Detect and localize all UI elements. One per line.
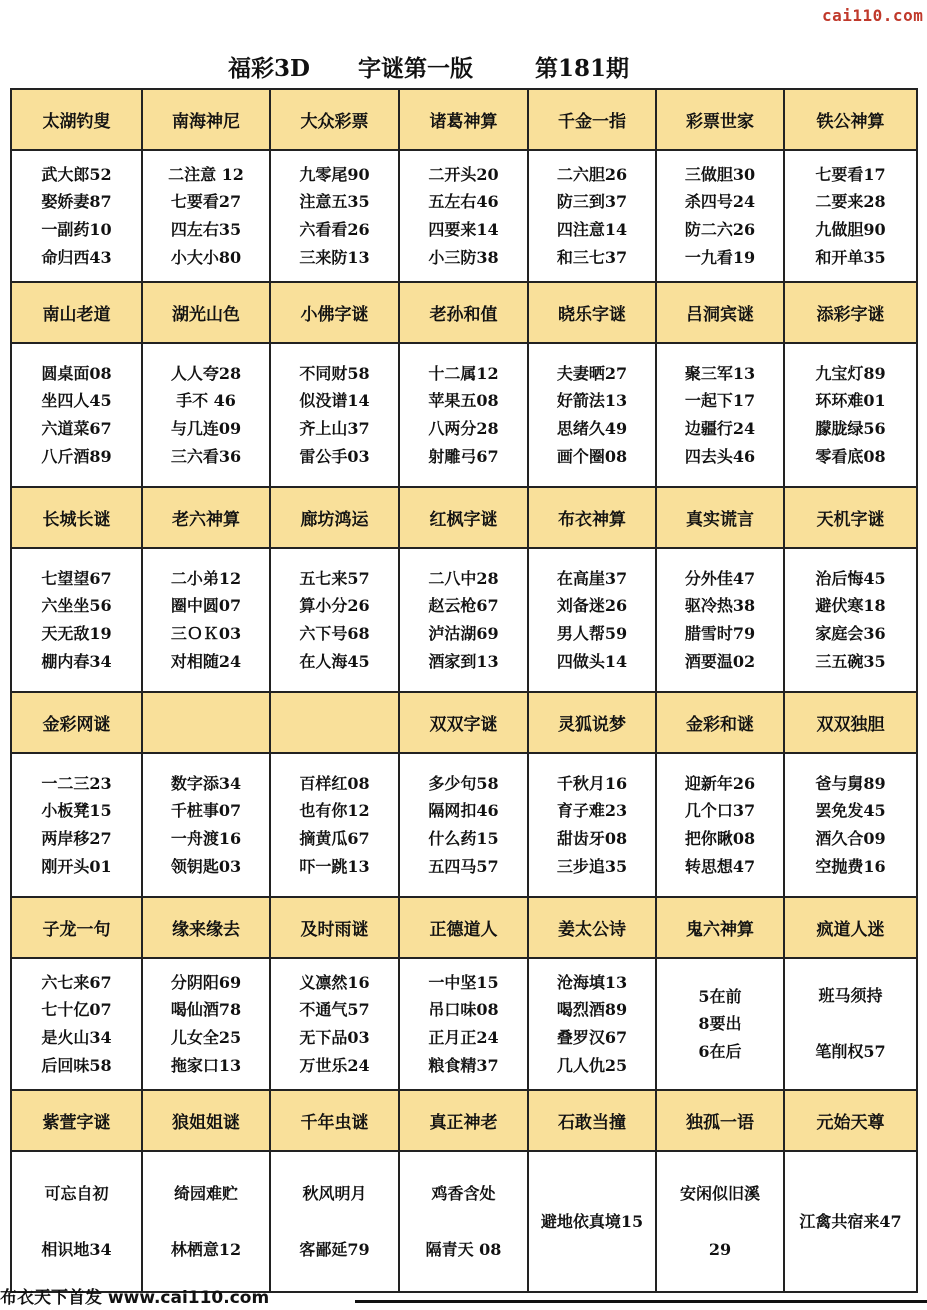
riddle-cell (142, 343, 270, 487)
riddle-line: 五四马57 (428, 856, 499, 876)
riddle-line: 把你瞅08 (684, 829, 756, 848)
riddle-line: 画个圈08 (556, 446, 628, 466)
riddle-line: 射雕弓67 (428, 446, 499, 466)
riddle-cell (11, 343, 142, 487)
riddle-line: 七要看27 (170, 192, 242, 212)
riddle-line: 二六胆26 (556, 164, 628, 184)
riddle-cell (784, 1151, 917, 1292)
riddle-line: 六七来67 (41, 972, 112, 992)
riddle-row (11, 343, 917, 487)
author-name-cell: 狼姐姐谜 (142, 1090, 270, 1151)
riddle-cell (399, 1151, 528, 1292)
author-name-cell: 红枫字谜 (399, 487, 528, 548)
riddle-line: 无下品03 (299, 1028, 370, 1047)
header-row (11, 282, 917, 343)
riddle-row (11, 1151, 917, 1292)
author-name-cell: 姜太公诗 (528, 897, 656, 958)
riddle-line: 在人海45 (299, 651, 370, 671)
riddle-line: 喝仙酒78 (170, 1000, 242, 1020)
riddle-cell (399, 548, 528, 692)
riddle-cell (656, 548, 784, 692)
riddle-cell (399, 958, 528, 1090)
author-name-cell: 双双独胆 (784, 692, 917, 753)
riddle-row (11, 548, 917, 692)
riddle-line: 小大小80 (170, 247, 242, 267)
riddle-line: 二开头20 (428, 164, 499, 184)
riddle-line: 二要来28 (815, 192, 886, 212)
riddle-line: 一中坚15 (428, 972, 499, 992)
riddle-line: 天无敌19 (41, 624, 112, 643)
riddle-line: 酒久合09 (815, 829, 886, 848)
riddle-line: 武大郎52 (41, 164, 112, 184)
riddle-line: 圈中圆07 (170, 596, 242, 616)
author-name-cell: 老孙和值 (399, 282, 528, 343)
riddle-line: 防二六26 (684, 220, 756, 239)
riddle-cell (11, 150, 142, 282)
riddle-line: 环环难01 (815, 391, 886, 411)
author-name-cell: 南海神尼 (142, 89, 270, 150)
riddle-cell (399, 150, 528, 282)
riddle-line: 九零尾90 (299, 164, 370, 184)
riddle-line: 和开单35 (815, 247, 886, 267)
title-lottery: 福彩3D (228, 55, 310, 82)
author-name-cell: 布衣神算 (528, 487, 656, 548)
riddle-line: 粮食精37 (428, 1055, 499, 1075)
author-name-cell: 千金一指 (528, 89, 656, 150)
author-name-cell: 真正神老 (399, 1090, 528, 1151)
riddle-line: 几人仇25 (556, 1055, 628, 1075)
author-name-cell: 天机字谜 (784, 487, 917, 548)
author-name-cell: 吕洞宾谜 (656, 282, 784, 343)
author-name-cell: 真实谎言 (656, 487, 784, 548)
riddle-line: 七要看17 (815, 164, 886, 184)
riddle-line: 六下号68 (299, 624, 370, 643)
riddle-line: 家庭会36 (815, 624, 886, 643)
author-name-cell: 正德道人 (399, 897, 528, 958)
riddle-line: 九做胆90 (815, 220, 886, 239)
riddle-line: 防三到37 (556, 192, 628, 212)
author-name-cell: 独孤一语 (656, 1090, 784, 1151)
riddle-line: 不通气57 (299, 1000, 370, 1020)
riddle-cell (142, 548, 270, 692)
riddle-cell (399, 753, 528, 897)
riddle-cell (11, 753, 142, 897)
riddle-line: 义凛然16 (299, 972, 370, 992)
riddle-line: 驱冷热38 (684, 596, 756, 616)
riddle-line: 爸与舅89 (815, 773, 886, 793)
riddle-line: 拖家口13 (170, 1055, 242, 1075)
header-row (11, 897, 917, 958)
riddle-line: 一九看19 (684, 247, 756, 267)
author-name-cell: 太湖钓叟 (11, 89, 142, 150)
riddle-cell (270, 753, 399, 897)
riddle-cell (656, 958, 784, 1090)
riddle-line: 一舟渡16 (170, 829, 242, 848)
riddle-line: 甜齿牙08 (556, 829, 628, 848)
author-name-cell (270, 692, 399, 753)
author-name-cell: 长城长谜 (11, 487, 142, 548)
riddle-cell (11, 958, 142, 1090)
author-name-cell: 子龙一句 (11, 897, 142, 958)
riddle-line: 娶娇妻87 (41, 192, 112, 212)
riddle-cell (528, 1151, 656, 1292)
riddle-line: 几个口37 (684, 801, 756, 821)
riddle-line: 领钥匙03 (170, 856, 242, 876)
riddle-line: 正月正24 (428, 1028, 499, 1047)
header-row (11, 692, 917, 753)
riddle-line: 5在前 (698, 986, 742, 1006)
riddle-line: 三五碗35 (815, 651, 886, 671)
footer-divider (355, 1300, 927, 1303)
riddle-row (11, 958, 917, 1090)
author-name-cell: 元始天尊 (784, 1090, 917, 1151)
riddle-line: 一副药10 (41, 220, 112, 239)
riddle-cell (528, 548, 656, 692)
author-name-cell: 彩票世家 (656, 89, 784, 150)
riddle-cell (784, 753, 917, 897)
author-name-cell: 缘来缘去 (142, 897, 270, 958)
page-title (0, 50, 850, 90)
riddle-line: 不同财58 (299, 363, 370, 383)
riddle-line: 算小分26 (299, 596, 370, 616)
riddle-line: 相识地34 (41, 1239, 112, 1259)
riddle-line: 七十亿07 (41, 1000, 112, 1020)
riddle-cell (656, 753, 784, 897)
riddle-line: 酒家到13 (428, 651, 499, 671)
author-name-cell: 小佛字谜 (270, 282, 399, 343)
author-name-cell (142, 692, 270, 753)
riddle-line: 齐上山37 (299, 419, 370, 438)
riddle-line: 泸沽湖69 (428, 624, 499, 643)
riddle-line: 分阴阳69 (170, 972, 242, 992)
riddle-line: 边疆行24 (684, 419, 756, 438)
riddle-cell (528, 343, 656, 487)
riddle-line: 在高崖37 (556, 568, 628, 588)
riddle-row (11, 150, 917, 282)
riddle-line: 坐四人45 (41, 391, 112, 411)
riddle-line: 雷公手03 (299, 446, 370, 466)
author-name-cell: 晓乐字谜 (528, 282, 656, 343)
riddle-cell (784, 548, 917, 692)
riddle-line: 安闲似旧溪 (679, 1183, 760, 1203)
riddle-line: 小三防38 (428, 247, 499, 267)
riddle-line: 三ＯＫ03 (170, 624, 242, 643)
riddle-line: 分外佳47 (684, 568, 756, 588)
riddle-line: 三步追35 (556, 856, 628, 876)
author-name-cell: 南山老道 (11, 282, 142, 343)
riddle-line: 刚开头01 (41, 856, 112, 876)
riddle-line: 五左右46 (428, 192, 499, 212)
riddle-line: 笔削权57 (815, 1042, 886, 1061)
author-name-cell: 大众彩票 (270, 89, 399, 150)
riddle-cell (142, 150, 270, 282)
author-name-cell: 金彩和谜 (656, 692, 784, 753)
author-name-cell: 老六神算 (142, 487, 270, 548)
riddle-cell (528, 150, 656, 282)
riddle-line: 鸡香含处 (431, 1183, 496, 1203)
riddle-line: 可忘自初 (44, 1183, 109, 1203)
riddle-cell (142, 1151, 270, 1292)
riddle-line: 班马须持 (818, 986, 883, 1005)
riddle-line: 刘备迷26 (556, 596, 628, 616)
riddle-cell (784, 343, 917, 487)
riddle-line: 多少句58 (428, 773, 499, 793)
riddle-line: 朦胧绿56 (815, 419, 886, 438)
riddle-cell (528, 958, 656, 1090)
riddle-cell (784, 958, 917, 1090)
title-issue: 第181期 (535, 55, 630, 82)
riddle-line: 四注意14 (556, 220, 628, 239)
riddle-line: 思绪久49 (556, 419, 628, 438)
riddle-line: 一二三23 (41, 773, 112, 793)
riddle-table (10, 88, 918, 1293)
riddle-line: 二注意 12 (168, 164, 244, 184)
author-name-cell: 灵狐说梦 (528, 692, 656, 753)
riddle-line: 什么药15 (428, 829, 499, 848)
riddle-line: 七望望67 (41, 568, 112, 588)
riddle-line: 六坐坐56 (41, 596, 112, 616)
author-name-cell: 廊坊鸿运 (270, 487, 399, 548)
riddle-line: 三做胆30 (684, 164, 756, 184)
riddle-cell (656, 1151, 784, 1292)
riddle-cell (11, 1151, 142, 1292)
riddle-line: 是火山34 (41, 1028, 112, 1047)
riddle-line: 转思想47 (684, 856, 756, 876)
footer-source: 布衣天下首发 www.cai110.com (0, 1288, 270, 1308)
riddle-line: 人人夸28 (170, 363, 242, 383)
riddle-line: 四左右35 (170, 220, 242, 239)
author-name-cell: 紫萱字谜 (11, 1090, 142, 1151)
riddle-line: 男人帮59 (556, 624, 628, 643)
author-name-cell: 石敢当撞 (528, 1090, 656, 1151)
riddle-line: 腊雪时79 (684, 624, 756, 643)
author-name-cell: 疯道人迷 (784, 897, 917, 958)
riddle-line: 喝烈酒89 (556, 1000, 628, 1020)
riddle-line: 叠罗汉67 (556, 1028, 628, 1047)
riddle-line: 百样红08 (299, 773, 370, 793)
riddle-line: 避伏寒18 (815, 596, 886, 616)
riddle-line: 赵云枪67 (428, 596, 499, 616)
riddle-row (11, 753, 917, 897)
riddle-line: 江禽共宿来47 (799, 1211, 902, 1231)
riddle-line: 绮园难贮 (173, 1183, 238, 1203)
riddle-line: 两岸移27 (41, 829, 112, 848)
riddle-line: 后回味58 (41, 1055, 112, 1075)
riddle-line: 夫妻晒27 (556, 363, 628, 383)
riddle-cell (528, 753, 656, 897)
riddle-line: 林栖意12 (170, 1239, 242, 1259)
riddle-line: 似没谱14 (299, 391, 370, 411)
riddle-line: 隔网扣46 (428, 801, 499, 821)
site-watermark: cai110.com (822, 6, 924, 25)
riddle-line: 一起下17 (684, 391, 756, 411)
riddle-line: 吓一跳13 (299, 856, 370, 876)
riddle-line: 也有你12 (299, 801, 370, 821)
author-name-cell: 双双字谜 (399, 692, 528, 753)
riddle-line: 零看底08 (815, 446, 886, 466)
riddle-line: 十二属12 (428, 363, 499, 383)
riddle-line: 千秋月16 (556, 773, 628, 793)
author-name-cell: 添彩字谜 (784, 282, 917, 343)
riddle-line: 八斤酒89 (41, 446, 112, 466)
riddle-line: 圆桌面08 (41, 363, 112, 383)
riddle-line: 隔青天 08 (425, 1239, 502, 1259)
header-row (11, 487, 917, 548)
riddle-line: 摘黄瓜67 (299, 829, 370, 848)
riddle-line: 二八中28 (428, 568, 499, 588)
riddle-line: 秋风明月 (302, 1183, 367, 1203)
riddle-line: 苹果五08 (428, 391, 499, 411)
riddle-line: 千桩事07 (170, 801, 242, 821)
riddle-line: 五七来57 (299, 568, 370, 588)
riddle-line: 罢免发45 (815, 801, 886, 821)
riddle-line: 29 (708, 1239, 732, 1259)
riddle-cell (399, 343, 528, 487)
riddle-line: 棚内春34 (41, 651, 112, 671)
author-name-cell: 及时雨谜 (270, 897, 399, 958)
riddle-line: 八两分28 (428, 419, 499, 438)
riddle-line: 与几连09 (170, 419, 242, 438)
riddle-line: 三六看36 (170, 446, 242, 466)
author-name-cell: 千年虫谜 (270, 1090, 399, 1151)
riddle-line: 万世乐24 (299, 1055, 370, 1075)
riddle-cell (270, 150, 399, 282)
riddle-cell (142, 753, 270, 897)
riddle-line: 好箭法13 (556, 391, 628, 411)
riddle-cell (270, 1151, 399, 1292)
riddle-cell (270, 548, 399, 692)
title-edition: 字谜第一版 (358, 55, 473, 82)
riddle-cell (656, 150, 784, 282)
riddle-line: 治后悔45 (815, 568, 886, 588)
riddle-line: 命归西43 (41, 247, 112, 267)
header-row (11, 1090, 917, 1151)
riddle-line: 避地依真境15 (540, 1211, 644, 1231)
riddle-line: 注意五35 (299, 192, 370, 212)
riddle-line: 六道菜67 (41, 419, 112, 438)
riddle-cell (270, 343, 399, 487)
riddle-line: 六看看26 (299, 220, 370, 239)
author-name-cell: 铁公神算 (784, 89, 917, 150)
riddle-line: 小板凳15 (41, 801, 112, 821)
riddle-line: 数字添34 (170, 773, 242, 793)
riddle-line: 6在后 (698, 1041, 742, 1061)
riddle-line: 对相随24 (170, 651, 242, 671)
riddle-line: 儿女全25 (170, 1028, 242, 1047)
riddle-line: 客鄙延79 (299, 1239, 370, 1259)
author-name-cell: 湖光山色 (142, 282, 270, 343)
riddle-line: 沧海填13 (556, 972, 628, 992)
riddle-line: 二小弟12 (170, 568, 242, 588)
header-row (11, 89, 917, 150)
author-name-cell: 鬼六神算 (656, 897, 784, 958)
author-name-cell: 金彩网谜 (11, 692, 142, 753)
riddle-line: 空抛费16 (815, 856, 886, 876)
author-name-cell: 诸葛神算 (399, 89, 528, 150)
riddle-cell (270, 958, 399, 1090)
riddle-line: 四要来14 (428, 220, 499, 239)
riddle-line: 聚三军13 (684, 363, 756, 383)
riddle-line: 九宝灯89 (815, 363, 886, 383)
riddle-line: 杀四号24 (684, 192, 756, 212)
riddle-line: 四做头14 (556, 651, 628, 671)
riddle-cell (142, 958, 270, 1090)
riddle-line: 酒要温02 (684, 651, 756, 671)
riddle-line: 三来防13 (299, 247, 370, 267)
riddle-cell (784, 150, 917, 282)
riddle-line: 四去头46 (684, 446, 756, 466)
riddle-line: 和三七37 (556, 247, 628, 267)
riddle-line: 8要出 (698, 1014, 742, 1034)
riddle-cell (656, 343, 784, 487)
riddle-line: 手不 46 (176, 391, 236, 411)
riddle-line: 吊口味08 (428, 1000, 499, 1020)
riddle-cell (11, 548, 142, 692)
riddle-line: 育子难23 (556, 801, 628, 821)
riddle-line: 迎新年26 (684, 773, 756, 793)
